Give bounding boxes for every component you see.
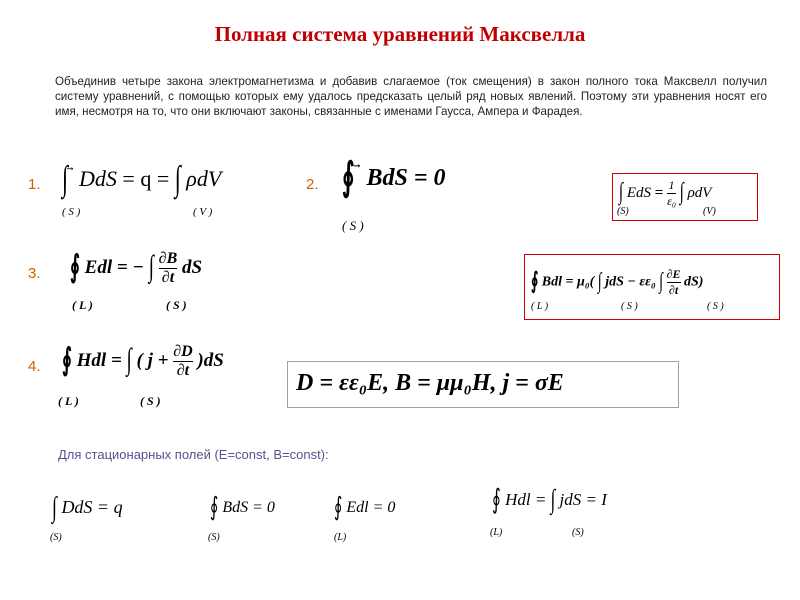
contour-integral-icon: ∮	[342, 157, 355, 200]
equation-number-1: 1.	[28, 176, 41, 193]
equation-3b-limit-s1: ( S )	[621, 301, 638, 312]
material-equations: D = εε₀E, B = μμ₀H, j = σE	[296, 370, 564, 396]
equation-3b-lhs: Bdl = μ₀(	[541, 274, 595, 290]
equation-2b-fraction	[667, 178, 676, 209]
equation-2b-limit-s: (S)	[617, 206, 629, 217]
contour-integral-icon: ∮	[492, 484, 501, 515]
integral-icon: ∫	[550, 484, 556, 515]
integral-icon: ∫	[174, 158, 181, 199]
contour-integral-icon: ∮	[62, 343, 72, 378]
contour-integral-icon: ∮	[334, 494, 343, 522]
contour-integral-icon: ∮	[531, 270, 539, 295]
equation-3b-limit-s2: ( S )	[707, 301, 724, 312]
equation-4-frac-top: ∂D	[173, 343, 193, 360]
equation-number-2: 2.	[306, 176, 319, 193]
integral-icon: ∫	[126, 343, 132, 377]
stationary-equation-3-limit: (L)	[334, 532, 347, 543]
equation-2b-box	[612, 173, 758, 221]
equation-1-limit-v: ( V )	[193, 206, 213, 218]
equation-4	[62, 343, 224, 380]
equation-3b-rhs: dS)	[684, 274, 704, 290]
equation-3b-box	[524, 254, 780, 320]
integral-icon: ∫	[679, 179, 684, 206]
integral-icon: ∫	[619, 179, 624, 206]
equation-2b	[619, 178, 711, 209]
equation-2b-frac-bottom: ε₀	[667, 194, 676, 208]
equation-1-mid: = q =	[122, 166, 170, 191]
equation-2b-eq: =	[654, 184, 664, 201]
integral-icon: ∫	[62, 158, 69, 199]
equation-3b-mid: jdS − εε₀	[605, 274, 656, 290]
equation-2	[342, 157, 446, 200]
equation-1	[62, 158, 222, 199]
equation-2-body: BdS = 0	[366, 165, 446, 191]
stationary-equation-1-body: DdS = q	[61, 497, 123, 517]
equation-3-fraction	[159, 250, 178, 287]
intro-paragraph: Объединив четыре закона электромагнетизма и добавив слагаемое (ток смещения) в закон полного тока Максвелл получил систему уравнений, с помощью которых ему удалось предсказать целый ряд новых явлений. Поэтому эти уравнения носят его имя, несмотря на то, что они включают законы, связанные с именами Гаусса, Ампера и Фарадея.	[55, 75, 767, 118]
stationary-equation-2-body: BdS = 0	[222, 499, 275, 516]
equation-4-limit-s: ( S )	[140, 394, 161, 408]
equation-3b-frac-top: ∂E	[666, 267, 681, 281]
integral-icon: ∫	[597, 269, 602, 294]
equation-4-fraction	[173, 343, 192, 380]
equation-3-lhs: Edl = −	[84, 256, 144, 278]
stationary-equation-3	[334, 494, 396, 522]
stationary-equation-2	[210, 494, 275, 522]
integral-icon: ∫	[52, 490, 57, 523]
equation-3-rhs: dS	[182, 256, 203, 278]
page-title: Полная система уравнений Максвелла	[214, 22, 586, 46]
equation-3b-fraction	[667, 267, 681, 298]
equation-2b-frac-top: 1	[668, 178, 675, 192]
stationary-equation-4-rhs: jdS = I	[559, 490, 607, 509]
equation-2b-limit-v: (V)	[703, 206, 716, 217]
equation-4-frac-bottom: ∂t	[176, 362, 190, 379]
stationary-fields-label: Для стационарных полей (E=const, B=const):	[58, 447, 329, 462]
stationary-equation-3-body: Edl = 0	[346, 499, 396, 516]
equation-1-limit-s: ( S )	[62, 206, 81, 218]
equation-2b-rhs: ρdV	[687, 184, 712, 201]
contour-integral-icon: ∮	[210, 494, 219, 522]
stationary-equation-1-limit: (S)	[50, 532, 62, 543]
equation-3-limit-l: ( L )	[72, 298, 93, 312]
equation-3	[70, 250, 202, 287]
equation-3b	[531, 267, 703, 298]
stationary-equation-4	[492, 484, 607, 515]
equation-4-rhs: )dS	[197, 349, 224, 371]
material-equations-box	[287, 361, 679, 408]
integral-icon: ∫	[148, 250, 154, 284]
equation-2b-lhs: EdS	[626, 184, 652, 201]
stationary-equation-4-lhs: Hdl =	[505, 490, 547, 509]
equation-2-limit-s: ( S )	[342, 218, 364, 233]
equation-3b-limit-l: ( L )	[531, 301, 549, 312]
contour-integral-icon: ∮	[70, 250, 80, 285]
equation-4-limit-l: ( L )	[58, 394, 79, 408]
integral-icon: ∫	[659, 269, 664, 294]
equation-1-rhs: ρdV	[186, 166, 222, 191]
equation-3-frac-top: ∂B	[158, 250, 178, 267]
equation-number-4: 4.	[28, 358, 41, 375]
equation-3-limit-s: ( S )	[166, 298, 187, 312]
stationary-equation-2-limit: (S)	[208, 532, 220, 543]
stationary-equation-4-limit-l: (L)	[490, 527, 503, 538]
equation-1-lhs: DdS	[79, 166, 117, 191]
equation-3b-frac-bottom: ∂t	[668, 283, 679, 297]
equation-number-3: 3.	[28, 265, 41, 282]
equation-3-frac-bottom: ∂t	[161, 269, 175, 286]
equation-4-lhs: Hdl =	[76, 349, 122, 371]
equation-4-mid: ( j +	[136, 349, 169, 371]
stationary-equation-4-limit-s: (S)	[572, 527, 584, 538]
stationary-equation-1	[52, 490, 123, 523]
